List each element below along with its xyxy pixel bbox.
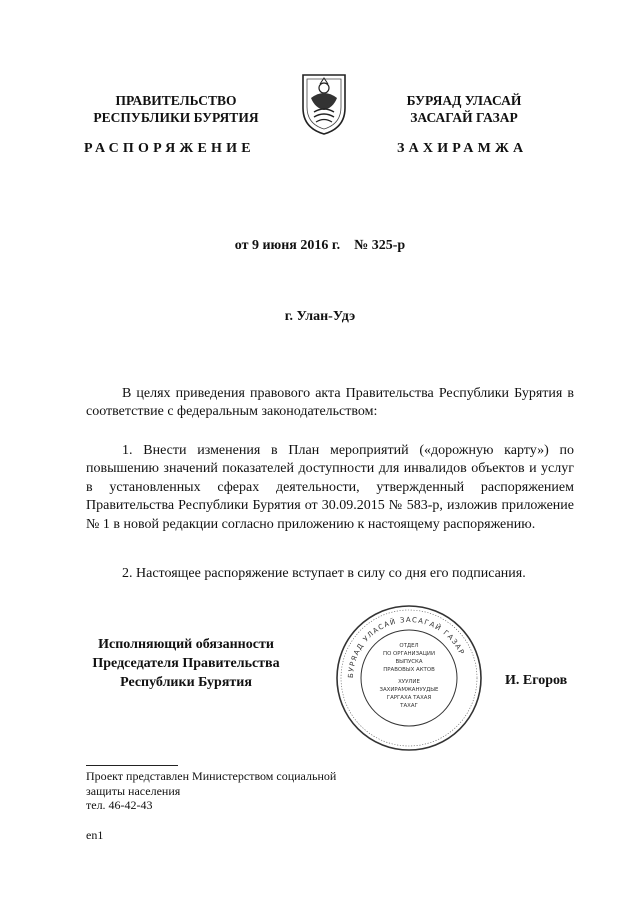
coat-of-arms-icon bbox=[300, 72, 348, 136]
doc-date: от 9 июня 2016 г. bbox=[234, 238, 341, 253]
doc-city: г. Улан-Удэ bbox=[284, 309, 356, 324]
seal-line-5: ХУУЛИЕ bbox=[398, 679, 420, 685]
intro-text: В целях приведения правового акта Правительства Республики Бурятия в соответствие с федеральным законодательством: bbox=[86, 386, 574, 420]
footnote-divider bbox=[86, 765, 178, 766]
signature-title-line2: Председателя Правительства bbox=[92, 656, 280, 671]
seal-ring-text: БУРЯАД УЛАСАЙ ЗАСАГАЙ ГАЗАР bbox=[346, 615, 466, 679]
org-name-line1: ПРАВИТЕЛЬСТВО bbox=[115, 93, 237, 108]
doc-date-number bbox=[0, 238, 640, 254]
header-right-org bbox=[374, 92, 554, 126]
org-name-line2: РЕСПУБЛИКИ БУРЯТИЯ bbox=[93, 110, 259, 125]
footnote-line1: Проект представлен Министерством социальной bbox=[86, 769, 337, 783]
body-item-1 bbox=[86, 442, 574, 534]
signer-name: И. Егоров bbox=[505, 673, 568, 688]
seal-line-6: ЗАХИРАМЖАНУУДЫЕ bbox=[379, 687, 439, 693]
seal-line-8: ТАХАГ bbox=[400, 703, 418, 709]
seal-line-1: ОТДЕЛ bbox=[399, 643, 419, 649]
seal-line-2: ПО ОРГАНИЗАЦИИ bbox=[383, 651, 435, 657]
doc-type-left: РАСПОРЯЖЕНИЕ bbox=[84, 141, 255, 156]
footnote-line2: защиты населения bbox=[86, 783, 181, 798]
signature-title bbox=[80, 635, 292, 692]
seal-line-4: ПРАВОВЫХ АКТОВ bbox=[383, 667, 435, 673]
doc-code: en1 bbox=[86, 828, 104, 842]
org-name-bur-line2: ЗАСАГАЙ ГАЗАР bbox=[410, 110, 518, 125]
org-name-bur-line1: БУРЯАД УЛАСАЙ bbox=[406, 93, 522, 108]
seal-line-3: ВЫПУСКА bbox=[395, 659, 423, 665]
signature-title-line3: Республики Бурятия bbox=[120, 675, 252, 690]
body-item-2 bbox=[86, 565, 574, 583]
footnote-phone: тел. 46-42-43 bbox=[86, 798, 153, 812]
seal-line-7: ГАРГАХА ТАХАЯ bbox=[386, 695, 432, 701]
item1-text: 1. Внести изменения в План мероприятий («дорожную карту») по повышению значений показателей доступности для инвалидов объектов и услуг в установленных сферах деятельности, утвержденный распоряжением Правительства Республики Бурятия от 30.09.2015 № 583-р, изложив приложение № 1 в новой редакции согласно приложению к настоящему распоряжению. bbox=[86, 443, 574, 532]
body-intro bbox=[86, 385, 574, 422]
footnote-block bbox=[86, 769, 406, 813]
official-seal-icon bbox=[334, 603, 484, 753]
signature-title-line1: Исполняющий обязанности bbox=[98, 637, 274, 652]
doc-type-right: ЗАХИРАМЖА bbox=[397, 141, 528, 156]
doc-number: № 325-р bbox=[354, 238, 406, 253]
header-left-org bbox=[78, 92, 274, 126]
item2-text: 2. Настоящее распоряжение вступает в силу со дня его подписания. bbox=[122, 566, 526, 581]
